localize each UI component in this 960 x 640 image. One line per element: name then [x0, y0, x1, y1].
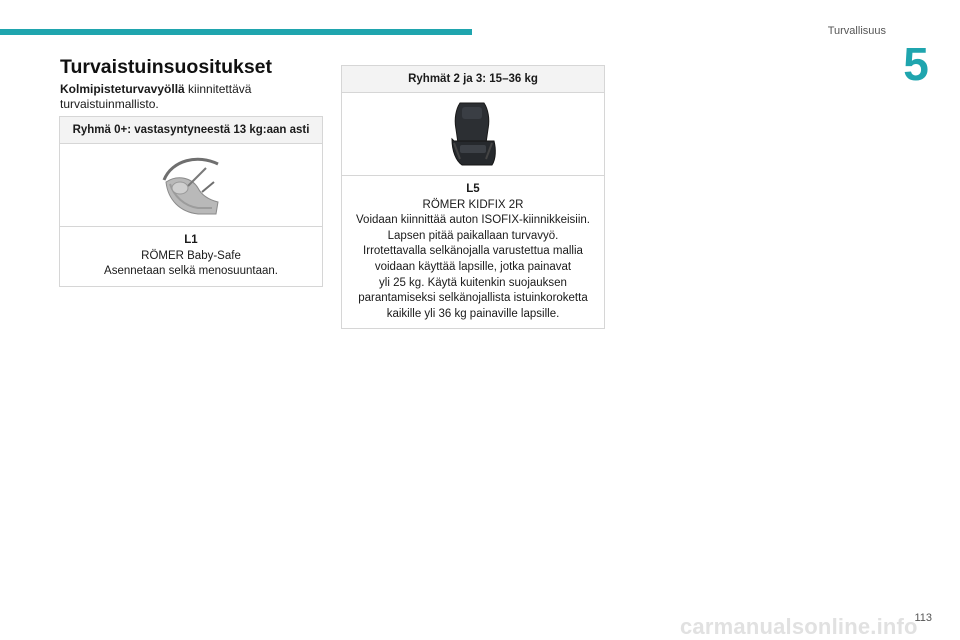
desc-line: Irrotettavalla selkänojalla varustettua mallia [363, 245, 583, 258]
seat-code: L5 [466, 183, 480, 195]
watermark: carmanualsonline.info [680, 614, 918, 639]
chapter-number: 5 [903, 38, 929, 90]
desc-line: Lapsen pitää paikallaan turvavyö. [387, 229, 559, 242]
image-cell [60, 144, 322, 227]
header-accent-bar [0, 29, 472, 35]
desc-line: parantamiseksi selkänojallista istuinkoroketta [358, 292, 588, 305]
desc-line: RÖMER Baby-Safe [141, 249, 241, 262]
desc-line: Asennetaan selkä menosuuntaan. [104, 265, 278, 278]
infant-carrier-image [158, 152, 224, 218]
intro-bold: Kolmipisteturvavyöllä [60, 82, 185, 96]
desc-line: voidaan käyttää lapsille, jotka painavat [374, 260, 572, 273]
seat-code: L1 [184, 234, 198, 246]
seat-card-group-0plus [59, 116, 323, 287]
card-description [342, 176, 604, 328]
card-header: Ryhmät 2 ja 3: 15–36 kg [342, 66, 604, 93]
desc-line: kaikille yli 36 kg painaville lapsille. [386, 307, 560, 320]
image-cell [342, 93, 604, 176]
card-description [60, 227, 322, 286]
page-number: 113 [914, 612, 932, 624]
section-name: Turvallisuus [827, 25, 886, 37]
booster-seat-image [446, 99, 500, 169]
page-title: Turvaistuinsuositukset [60, 56, 273, 78]
desc-line: yli 25 kg. Käytä kuitenkin suojauksen [379, 276, 567, 289]
intro-text: kiinnitettävä turvaistuinmallisto. [60, 82, 252, 111]
desc-line: Voidaan kiinnittää auton ISOFIX-kiinnikkeisiin. [356, 214, 590, 227]
intro-paragraph [60, 82, 290, 112]
desc-line: RÖMER KIDFIX 2R [422, 198, 524, 211]
card-header: Ryhmä 0+: vastasyntyneestä 13 kg:aan asti [60, 117, 322, 144]
seat-card-group-2-3 [341, 65, 605, 329]
